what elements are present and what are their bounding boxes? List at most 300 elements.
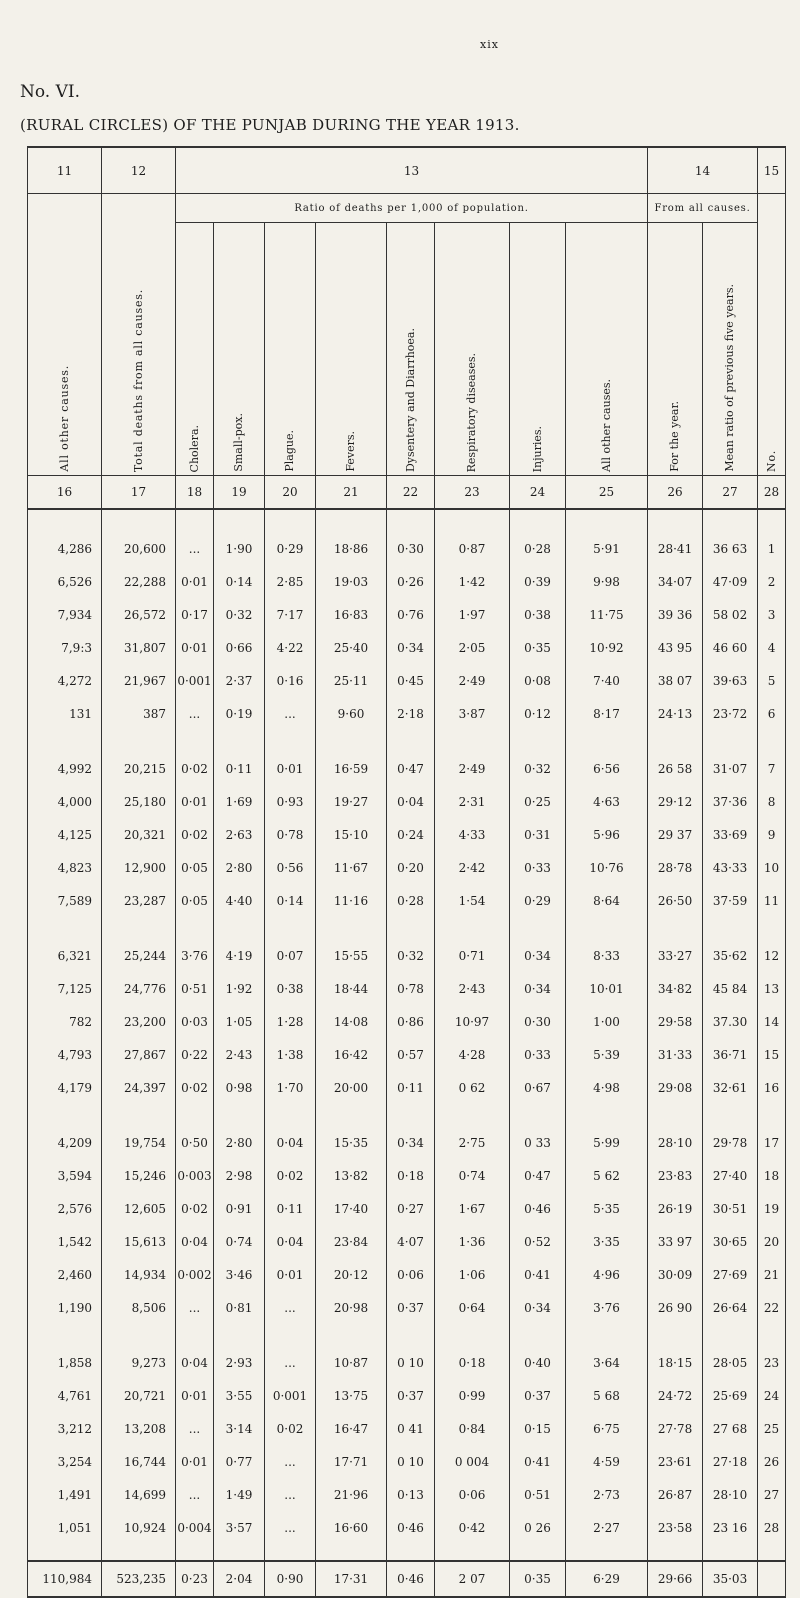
table-cell: 0·41 <box>510 1445 566 1478</box>
sub-num: 20 <box>265 476 316 510</box>
table-row <box>28 1412 786 1445</box>
col-num-14: 14 <box>648 147 758 194</box>
table-cell: 2·18 <box>387 697 435 730</box>
table-cell: 0·87 <box>435 532 510 565</box>
spacer-cell <box>316 1324 387 1346</box>
spacer-cell <box>648 509 703 532</box>
table-cell: 2·43 <box>214 1038 265 1071</box>
table-cell: 0·99 <box>435 1379 510 1412</box>
table-cell: 0·84 <box>435 1412 510 1445</box>
table-cell: ... <box>176 532 214 565</box>
table-cell: 0·67 <box>510 1071 566 1104</box>
header-no: No. <box>758 194 786 476</box>
spacer-cell <box>28 509 102 532</box>
spacer-cell <box>176 1324 214 1346</box>
spacer-cell <box>648 1544 703 1561</box>
col-num-13: 13 <box>176 147 648 194</box>
header-for-year: For the year. <box>648 223 703 476</box>
spacer-cell <box>387 1104 435 1126</box>
table-cell: 39·63 <box>703 664 758 697</box>
table-cell: 2·73 <box>566 1478 648 1511</box>
table-cell: 3,254 <box>28 1445 102 1478</box>
table-cell: 39 36 <box>648 598 703 631</box>
table-cell: 0·01 <box>176 565 214 598</box>
table-cell: 0·05 <box>176 884 214 917</box>
table-cell: 2·80 <box>214 851 265 884</box>
table-cell: 20·12 <box>316 1258 387 1291</box>
table-cell: 1,190 <box>28 1291 102 1324</box>
table-cell: 4·59 <box>566 1445 648 1478</box>
table-cell: 27 68 <box>703 1412 758 1445</box>
table-cell: 24·72 <box>648 1379 703 1412</box>
table-cell: 24,397 <box>102 1071 176 1104</box>
table-cell: 25·40 <box>316 631 387 664</box>
table-cell: 0·76 <box>387 598 435 631</box>
table-cell: 5·39 <box>566 1038 648 1071</box>
table-cell: 38 07 <box>648 664 703 697</box>
spacer-cell <box>102 730 176 752</box>
table-cell: 2·75 <box>435 1126 510 1159</box>
table-row <box>28 1511 786 1544</box>
table-cell: 24·13 <box>648 697 703 730</box>
sub-num: 21 <box>316 476 387 510</box>
table-cell: 1,491 <box>28 1478 102 1511</box>
table-cell: 5 68 <box>566 1379 648 1412</box>
table-cell: 26·19 <box>648 1192 703 1225</box>
table-cell: 0·30 <box>387 532 435 565</box>
table-cell: 0·11 <box>387 1071 435 1104</box>
spacer-cell <box>316 1544 387 1561</box>
spacer-cell <box>28 730 102 752</box>
table-cell: 0·38 <box>265 972 316 1005</box>
spacer-row <box>28 1324 786 1346</box>
total-cell: 2·04 <box>214 1561 265 1597</box>
table-cell: 20,215 <box>102 752 176 785</box>
table-cell: 0·29 <box>510 884 566 917</box>
table-cell: 0·56 <box>265 851 316 884</box>
table-cell: 10 <box>758 851 786 884</box>
header-total-deaths: Total deaths from all causes. <box>102 194 176 476</box>
spacer-cell <box>758 730 786 752</box>
table-cell: 13,208 <box>102 1412 176 1445</box>
table-cell: 2·05 <box>435 631 510 664</box>
table-cell: 0·71 <box>435 939 510 972</box>
table-cell: 31·07 <box>703 752 758 785</box>
spacer-cell <box>435 1104 510 1126</box>
table-row <box>28 697 786 730</box>
table-cell: 15·55 <box>316 939 387 972</box>
total-cell: 0·46 <box>387 1561 435 1597</box>
table-cell: 31·33 <box>648 1038 703 1071</box>
table-row <box>28 1225 786 1258</box>
table-cell: 0·34 <box>387 1126 435 1159</box>
table-cell: 1·05 <box>214 1005 265 1038</box>
table-cell: 7·17 <box>265 598 316 631</box>
table-cell: 30·65 <box>703 1225 758 1258</box>
sub-number-row <box>28 476 786 510</box>
spacer-cell <box>265 1104 316 1126</box>
table-cell: 15·10 <box>316 818 387 851</box>
table-cell: 22,288 <box>102 565 176 598</box>
table-cell: 21·96 <box>316 1478 387 1511</box>
table-cell: 9,273 <box>102 1346 176 1379</box>
spacer-cell <box>28 1104 102 1126</box>
table-row <box>28 1379 786 1412</box>
col-num-12: 12 <box>102 147 176 194</box>
table-cell: 27·40 <box>703 1159 758 1192</box>
spacer-cell <box>435 917 510 939</box>
table-cell: 33·69 <box>703 818 758 851</box>
table-cell: 0·39 <box>510 565 566 598</box>
sub-num: 27 <box>703 476 758 510</box>
table-cell: 0 26 <box>510 1511 566 1544</box>
spacer-cell <box>214 1324 265 1346</box>
spacer-cell <box>703 1104 758 1126</box>
table-cell: 14,699 <box>102 1478 176 1511</box>
spacer-cell <box>566 1544 648 1561</box>
table-cell: 0·02 <box>265 1412 316 1445</box>
spacer-cell <box>758 917 786 939</box>
table-cell: 4·96 <box>566 1258 648 1291</box>
table-cell: 29 37 <box>648 818 703 851</box>
table-cell: 14,934 <box>102 1258 176 1291</box>
table-cell: 5 <box>758 664 786 697</box>
header-all-other-causes: All other causes. <box>28 194 102 476</box>
table-cell: 21 <box>758 1258 786 1291</box>
table-cell: 26·87 <box>648 1478 703 1511</box>
table-cell: 27,867 <box>102 1038 176 1071</box>
table-cell: 3·57 <box>214 1511 265 1544</box>
spacer-cell <box>703 1544 758 1561</box>
spacer-cell <box>214 1544 265 1561</box>
table-cell: 18 <box>758 1159 786 1192</box>
table-cell: 34·07 <box>648 565 703 598</box>
table-cell: 7 <box>758 752 786 785</box>
table-cell: 0·06 <box>435 1478 510 1511</box>
table-cell: 10,924 <box>102 1511 176 1544</box>
table-cell: 0·04 <box>265 1126 316 1159</box>
total-cell: 29·66 <box>648 1561 703 1597</box>
spacer-cell <box>435 509 510 532</box>
table-cell: 0·31 <box>510 818 566 851</box>
table-cell: 0·02 <box>265 1159 316 1192</box>
table-cell: 0·01 <box>176 1445 214 1478</box>
table-cell: 5·91 <box>566 532 648 565</box>
table-cell: 7,934 <box>28 598 102 631</box>
table-cell: 4,992 <box>28 752 102 785</box>
table-cell: ... <box>176 1412 214 1445</box>
total-cell: 6·29 <box>566 1561 648 1597</box>
table-cell: 0·37 <box>510 1379 566 1412</box>
spacer-cell <box>387 917 435 939</box>
spacer-row <box>28 509 786 532</box>
table-cell: 0·32 <box>510 752 566 785</box>
table-cell: 7·40 <box>566 664 648 697</box>
spacer-cell <box>435 1324 510 1346</box>
spacer-cell <box>758 1324 786 1346</box>
table-cell: 0·37 <box>387 1291 435 1324</box>
spacer-cell <box>214 730 265 752</box>
table-cell: 2·63 <box>214 818 265 851</box>
table-cell: 0·32 <box>214 598 265 631</box>
table-cell: 1·49 <box>214 1478 265 1511</box>
sub-num: 19 <box>214 476 265 510</box>
table-cell: 31,807 <box>102 631 176 664</box>
table-cell: 2·85 <box>265 565 316 598</box>
table-cell: 0·12 <box>510 697 566 730</box>
table-cell: 387 <box>102 697 176 730</box>
table-cell: 26,572 <box>102 598 176 631</box>
table-cell: 0·22 <box>176 1038 214 1071</box>
table-cell: 2,576 <box>28 1192 102 1225</box>
table-cell: 9·98 <box>566 565 648 598</box>
table-cell: 0·17 <box>176 598 214 631</box>
table-cell: 23,287 <box>102 884 176 917</box>
table-cell: 0·24 <box>387 818 435 851</box>
table-cell: 0 10 <box>387 1346 435 1379</box>
table-cell: 21,967 <box>102 664 176 697</box>
table-cell: 5·96 <box>566 818 648 851</box>
table-cell: 0·02 <box>176 818 214 851</box>
table-cell: 0·02 <box>176 1192 214 1225</box>
table-cell: 29·78 <box>703 1126 758 1159</box>
table-cell: 27·78 <box>648 1412 703 1445</box>
table-cell: 19 <box>758 1192 786 1225</box>
table-row <box>28 1445 786 1478</box>
table-cell: 23 16 <box>703 1511 758 1544</box>
table-cell: 12,900 <box>102 851 176 884</box>
table-cell: 0·004 <box>176 1511 214 1544</box>
table-cell: 29·12 <box>648 785 703 818</box>
table-cell: 0·05 <box>176 851 214 884</box>
table-cell: 13 <box>758 972 786 1005</box>
spacer-cell <box>316 917 387 939</box>
spacer-cell <box>703 509 758 532</box>
spacer-cell <box>435 730 510 752</box>
table-cell: 6 <box>758 697 786 730</box>
spacer-cell <box>648 917 703 939</box>
spacer-cell <box>566 730 648 752</box>
table-cell: 1·90 <box>214 532 265 565</box>
table-cell: 0·98 <box>214 1071 265 1104</box>
table-cell: 16,744 <box>102 1445 176 1478</box>
table-cell: 2·49 <box>435 664 510 697</box>
table-cell: 29·58 <box>648 1005 703 1038</box>
table-cell: 4·22 <box>265 631 316 664</box>
table-cell: 0·27 <box>387 1192 435 1225</box>
table-cell: 37·36 <box>703 785 758 818</box>
table-cell: 16·83 <box>316 598 387 631</box>
table-cell: 29·08 <box>648 1071 703 1104</box>
sub-num: 17 <box>102 476 176 510</box>
spacer-cell <box>176 730 214 752</box>
header-respiratory: Respiratory diseases. <box>435 223 510 476</box>
table-cell: 0·37 <box>387 1379 435 1412</box>
table-cell: 19,754 <box>102 1126 176 1159</box>
table-cell: 20,321 <box>102 818 176 851</box>
total-cell: 0·35 <box>510 1561 566 1597</box>
table-cell: 18·15 <box>648 1346 703 1379</box>
sub-num: 25 <box>566 476 648 510</box>
table-cell: 1·06 <box>435 1258 510 1291</box>
table-row <box>28 939 786 972</box>
table-cell: 1·00 <box>566 1005 648 1038</box>
table-cell: 14·08 <box>316 1005 387 1038</box>
table-cell: 1 <box>758 532 786 565</box>
table-cell: 0·81 <box>214 1291 265 1324</box>
table-cell: 0·13 <box>387 1478 435 1511</box>
total-cell: 35·03 <box>703 1561 758 1597</box>
table-cell: 782 <box>28 1005 102 1038</box>
table-cell: 17·40 <box>316 1192 387 1225</box>
table-cell: 27·18 <box>703 1445 758 1478</box>
table-cell: 6,321 <box>28 939 102 972</box>
table-cell: 0·78 <box>265 818 316 851</box>
table-cell: 0·08 <box>510 664 566 697</box>
table-cell: 6·56 <box>566 752 648 785</box>
table-cell: 1·28 <box>265 1005 316 1038</box>
table-cell: 1,542 <box>28 1225 102 1258</box>
table-cell: 0·04 <box>176 1225 214 1258</box>
table-cell: 7,9:3 <box>28 631 102 664</box>
totals-row <box>28 1561 786 1597</box>
table-cell: 4·40 <box>214 884 265 917</box>
table-row <box>28 1291 786 1324</box>
table-cell: 15,613 <box>102 1225 176 1258</box>
table-cell: 0·74 <box>435 1159 510 1192</box>
table-cell: 0·01 <box>176 1379 214 1412</box>
table-cell: ... <box>265 1445 316 1478</box>
table-cell: 0 62 <box>435 1071 510 1104</box>
header-all-other: All other causes. <box>566 223 648 476</box>
table-cell: ... <box>265 1478 316 1511</box>
table-row <box>28 532 786 565</box>
header-cholera: Cholera. <box>176 223 214 476</box>
table-cell: 0·001 <box>265 1379 316 1412</box>
table-cell: 8 <box>758 785 786 818</box>
sub-num: 23 <box>435 476 510 510</box>
table-cell: 0·29 <box>265 532 316 565</box>
table-cell: 10·92 <box>566 631 648 664</box>
table-cell: 4·63 <box>566 785 648 818</box>
table-cell: 0·001 <box>176 664 214 697</box>
table-cell: 0·51 <box>176 972 214 1005</box>
spacer-cell <box>176 1104 214 1126</box>
total-cell: 2 07 <box>435 1561 510 1597</box>
table-cell: 0·64 <box>435 1291 510 1324</box>
table-cell: 0·01 <box>176 631 214 664</box>
spacer-cell <box>510 1544 566 1561</box>
table-cell: 0·01 <box>265 752 316 785</box>
table-cell: 0 41 <box>387 1412 435 1445</box>
table-cell: 24 <box>758 1379 786 1412</box>
spacer-cell <box>648 1104 703 1126</box>
table-cell: 4,272 <box>28 664 102 697</box>
table-cell: ... <box>176 697 214 730</box>
spacer-cell <box>387 1544 435 1561</box>
table-cell: 32·61 <box>703 1071 758 1104</box>
table-cell: 0·45 <box>387 664 435 697</box>
table-row <box>28 785 786 818</box>
table-cell: 0·07 <box>265 939 316 972</box>
total-cell: 110,984 <box>28 1561 102 1597</box>
table-cell: 15·35 <box>316 1126 387 1159</box>
table-cell: 4,179 <box>28 1071 102 1104</box>
table-cell: 3·35 <box>566 1225 648 1258</box>
table-cell: 2·49 <box>435 752 510 785</box>
spacer-cell <box>28 1324 102 1346</box>
spacer-cell <box>176 917 214 939</box>
table-cell: 4,793 <box>28 1038 102 1071</box>
table-cell: 16·59 <box>316 752 387 785</box>
table-cell: 25 <box>758 1412 786 1445</box>
spacer-cell <box>435 1544 510 1561</box>
total-cell: 17·31 <box>316 1561 387 1597</box>
table-cell: 0·01 <box>265 1258 316 1291</box>
table-cell: 28·78 <box>648 851 703 884</box>
table-cell: 4,125 <box>28 818 102 851</box>
spacer-cell <box>566 1104 648 1126</box>
table-cell: 9·60 <box>316 697 387 730</box>
table-cell: 0·002 <box>176 1258 214 1291</box>
table-cell: 23·61 <box>648 1445 703 1478</box>
table-cell: 3·55 <box>214 1379 265 1412</box>
table-row <box>28 1038 786 1071</box>
header-injuries: Injuries. <box>510 223 566 476</box>
table-cell: 0·93 <box>265 785 316 818</box>
table-cell: 1·70 <box>265 1071 316 1104</box>
table-cell: ... <box>265 697 316 730</box>
table-cell: ... <box>176 1478 214 1511</box>
spacer-cell <box>758 1544 786 1561</box>
table-cell: 0·66 <box>214 631 265 664</box>
spacer-cell <box>703 1324 758 1346</box>
table-cell: 0 10 <box>387 1445 435 1478</box>
table-cell: 13·75 <box>316 1379 387 1412</box>
spacer-cell <box>214 1104 265 1126</box>
table-cell: 14 <box>758 1005 786 1038</box>
table-cell: 2 <box>758 565 786 598</box>
spacer-cell <box>176 1544 214 1561</box>
table-cell: 28·05 <box>703 1346 758 1379</box>
page-title: (RURAL CIRCLES) OF THE PUNJAB DURING THE YEAR 1913. <box>20 116 520 134</box>
table-cell: 3·46 <box>214 1258 265 1291</box>
table-cell: 20 <box>758 1225 786 1258</box>
table-row <box>28 1159 786 1192</box>
table-row <box>28 1192 786 1225</box>
table-cell: 26·64 <box>703 1291 758 1324</box>
table-cell: 6,526 <box>28 565 102 598</box>
table-cell: 6·75 <box>566 1412 648 1445</box>
table-cell: 37·59 <box>703 884 758 917</box>
spacer-cell <box>102 509 176 532</box>
table-cell: 5·99 <box>566 1126 648 1159</box>
spacer-cell <box>214 917 265 939</box>
table-cell: 3 <box>758 598 786 631</box>
table-row <box>28 631 786 664</box>
total-cell: 0·23 <box>176 1561 214 1597</box>
table-cell: 8·64 <box>566 884 648 917</box>
table-cell: 0·19 <box>214 697 265 730</box>
table-cell: 0·15 <box>510 1412 566 1445</box>
table-cell: 0·34 <box>387 631 435 664</box>
table-row <box>28 1258 786 1291</box>
header-fevers: Fevers. <box>316 223 387 476</box>
spacer-cell <box>265 1324 316 1346</box>
table-row <box>28 598 786 631</box>
spacer-cell <box>387 1324 435 1346</box>
table-cell: 0·25 <box>510 785 566 818</box>
